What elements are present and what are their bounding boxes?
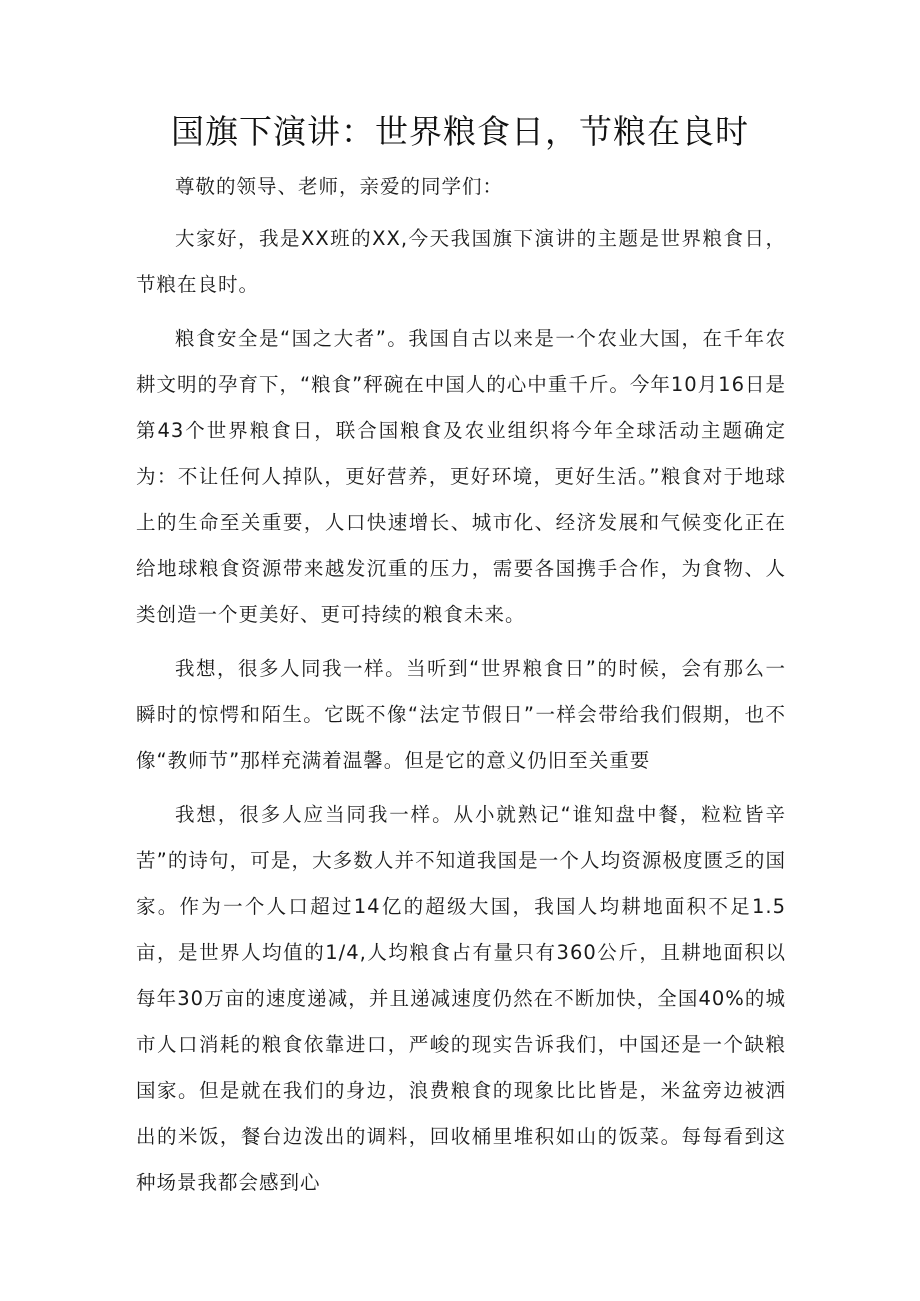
document-body — [136, 164, 786, 1214]
paragraph-food-security: 粮食安全是“国之大者”。我国自古以来是一个农业大国，在千年农耕文明的孕育下，“粮食”秤碗在中国人的心中重千斤。今年10月16日是第43个世界粮食日，联合国粮食及农业组织将今年全球活动主题确定为：不让任何人掉队，更好营养，更好环境，更好生活。”粮食对于地球上的生命至关重要，人口快速增长、城市化、经济发展和气候变化正在给地球粮食资源带来越发沉重的压力，需要各国携手合作，为食物、人类创造一个更美好、更可持续的粮食未来。 — [136, 327, 786, 626]
paragraph-greeting: 大家好，我是XX班的XX,今天我国旗下演讲的主题是世界粮食日，节粮在良时。 — [136, 227, 786, 296]
paragraph-food-day-awareness: 我想，很多人同我一样。当听到“世界粮食日”的时候，会有那么一瞬时的惊愕和陌生。它既不像“法定节假日”一样会带给我们假期，也不像“教师节”那样充满着温馨。但是它的意义仍旧至关重要 — [136, 657, 786, 772]
salutation: 尊敬的领导、老师，亲爱的同学们： — [175, 175, 504, 198]
document-title: 国旗下演讲：世界粮食日，节粮在良时 — [171, 112, 749, 151]
paragraph-resource-scarcity: 我想，很多人应当同我一样。从小就熟记“谁知盘中餐，粒粒皆辛苦”的诗句，可是，大多数人并不知道我国是一个人均资源极度匮乏的国家。作为一个人口超过14亿的超级大国，我国人均耕地面积不足1.5亩，是世界人均值的1/4,人均粮食占有量只有360公斤，且耕地面积以每年30万亩的速度递减，并且递减速度仍然在不断加快，全国40%的城市人口消耗的粮食依靠进口，严峻的现实告诉我们，中国还是一个缺粮国家。但是就在我们的身边，浪费粮食的现象比比皆是，米盆旁边被洒出的米饭，餐台边泼出的调料，回收桶里堆积如山的饭菜。每每看到这种场景我都会感到心 — [136, 803, 786, 1194]
